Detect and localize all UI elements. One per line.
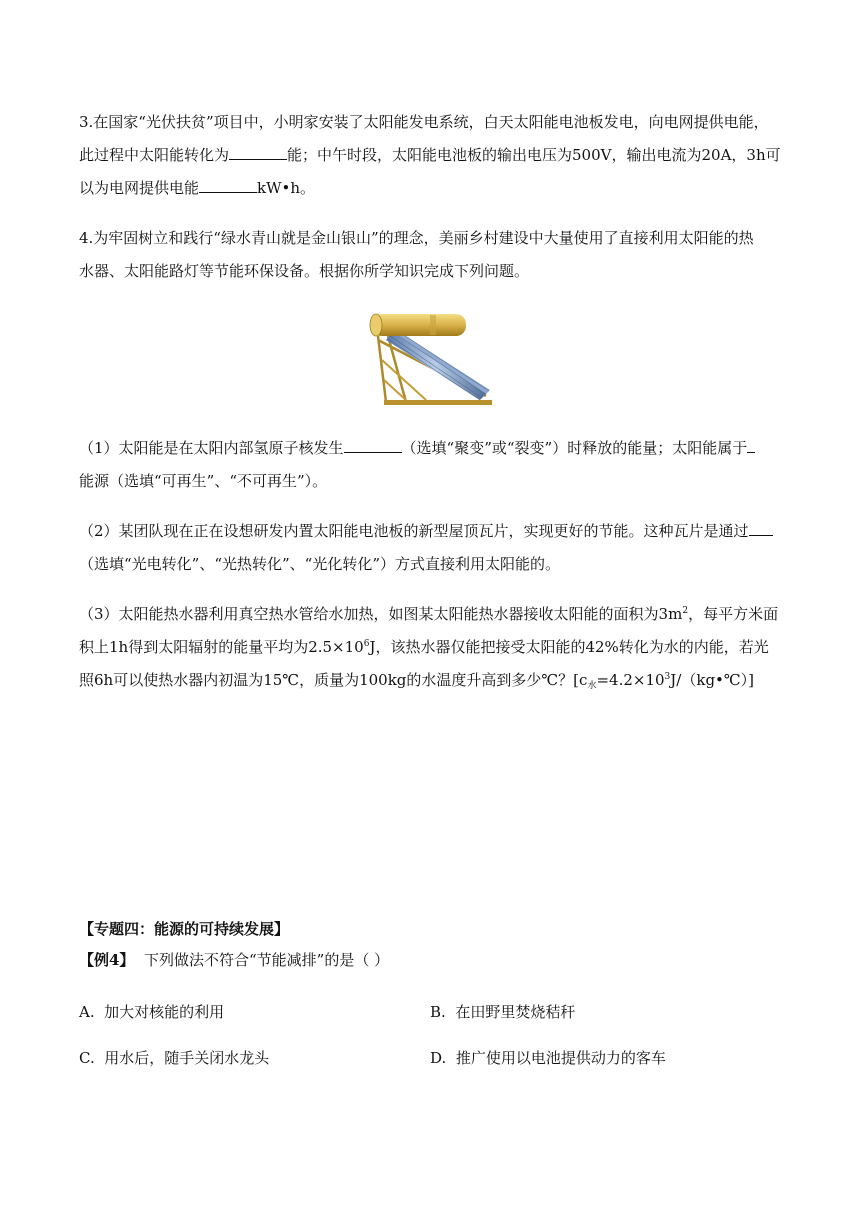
q4-line-1: 4.为牢固树立和践行“绿水青山就是金山银山”的理念，美丽乡村建设中大量使用了直接利用太阳能的热 xyxy=(79,229,754,247)
option-letter: B. xyxy=(430,1003,446,1021)
q4-text: （选填“聚变”或“裂变”）时释放的能量；太阳能属于 xyxy=(401,439,748,457)
answer-blank xyxy=(229,145,287,160)
q3-text: kW•h。 xyxy=(257,179,316,197)
q4-text: （3）太阳能热水器利用真空热水管给水加热，如图某太阳能热水器接收太阳能的面积为3m xyxy=(79,605,683,623)
section-heading: 【专题四：能源的可持续发展】 xyxy=(79,920,290,938)
option-a[interactable] xyxy=(79,1002,224,1022)
solar-water-heater-image xyxy=(366,310,494,408)
q3-text: 能；中午时段，太阳能电池板的输出电压为500V，输出电流为20A，3h可 xyxy=(287,146,781,164)
option-text: 用水后，随手关闭水龙头 xyxy=(104,1049,270,1067)
option-letter: C. xyxy=(79,1049,95,1067)
option-c[interactable] xyxy=(79,1048,269,1068)
q3-line-1: 3.在国家“光伏扶贫”项目中，小明家安装了太阳能发电系统，白天太阳能电池板发电，向电网提供电能， xyxy=(79,113,769,131)
option-letter: A. xyxy=(79,1003,95,1021)
q4-text: =4.2×10 xyxy=(596,671,665,689)
example-label: 【例4】 xyxy=(79,951,135,969)
superscript: 6 xyxy=(363,639,370,649)
q3-line-3 xyxy=(79,178,315,198)
option-d[interactable] xyxy=(430,1048,666,1068)
q4-text: （1）太阳能是在太阳内部氢原子核发生 xyxy=(79,439,344,457)
q4-text: 积上1h得到太阳辐射的能量平均为2.5×10 xyxy=(79,638,364,656)
q3-line-2 xyxy=(79,145,781,165)
subscript: 水 xyxy=(587,681,597,691)
example-4 xyxy=(79,950,389,970)
option-text: 在田野里焚烧秸秆 xyxy=(455,1003,576,1021)
example-question: 下列做法不符合“节能减排”的是（ ） xyxy=(143,951,390,969)
q4-text: J，该热水器仅能把接受太阳能的42%转化为水的内能，若光 xyxy=(369,638,769,656)
q4-text: J/（kg•℃）] xyxy=(670,671,755,689)
answer-blank xyxy=(199,178,257,193)
option-letter: D. xyxy=(430,1049,447,1067)
superscript: 3 xyxy=(664,672,671,682)
q4-line-2: 水器、太阳能路灯等节能环保设备。根据你所学知识完成下列问题。 xyxy=(79,262,530,280)
q4-part-3-line-1 xyxy=(79,604,778,624)
superscript: 2 xyxy=(682,606,689,616)
q4-part-2-line-1 xyxy=(79,521,773,541)
q3-text: 以为电网提供电能 xyxy=(79,179,200,197)
option-b[interactable] xyxy=(430,1002,575,1022)
q3-text: 此过程中太阳能转化为 xyxy=(79,146,230,164)
q4-part-1-line-1 xyxy=(79,438,755,458)
answer-blank xyxy=(747,438,755,453)
q4-text: 照6h可以使热水器内初温为15℃，质量为100kg的水温度升高到多少℃？[c xyxy=(79,671,588,689)
q4-part-3-line-3 xyxy=(79,670,754,690)
option-text: 加大对核能的利用 xyxy=(104,1003,225,1021)
q4-part-2-line-2: （选填“光电转化”、“光热转化”、“光化转化”）方式直接利用太阳能的。 xyxy=(79,555,561,573)
answer-blank xyxy=(749,521,773,536)
answer-blank xyxy=(344,438,402,453)
q4-part-1-line-2: 能源（选填“可再生”、“不可再生”）。 xyxy=(79,472,328,490)
q4-part-3-line-2 xyxy=(79,637,769,657)
option-text: 推广使用以电池提供动力的客车 xyxy=(455,1049,666,1067)
q4-text: ，每平方米面 xyxy=(688,605,779,623)
q4-text: （2）某团队现在正在设想研发内置太阳能电池板的新型屋顶瓦片，实现更好的节能。这种瓦片是通过 xyxy=(79,522,749,540)
